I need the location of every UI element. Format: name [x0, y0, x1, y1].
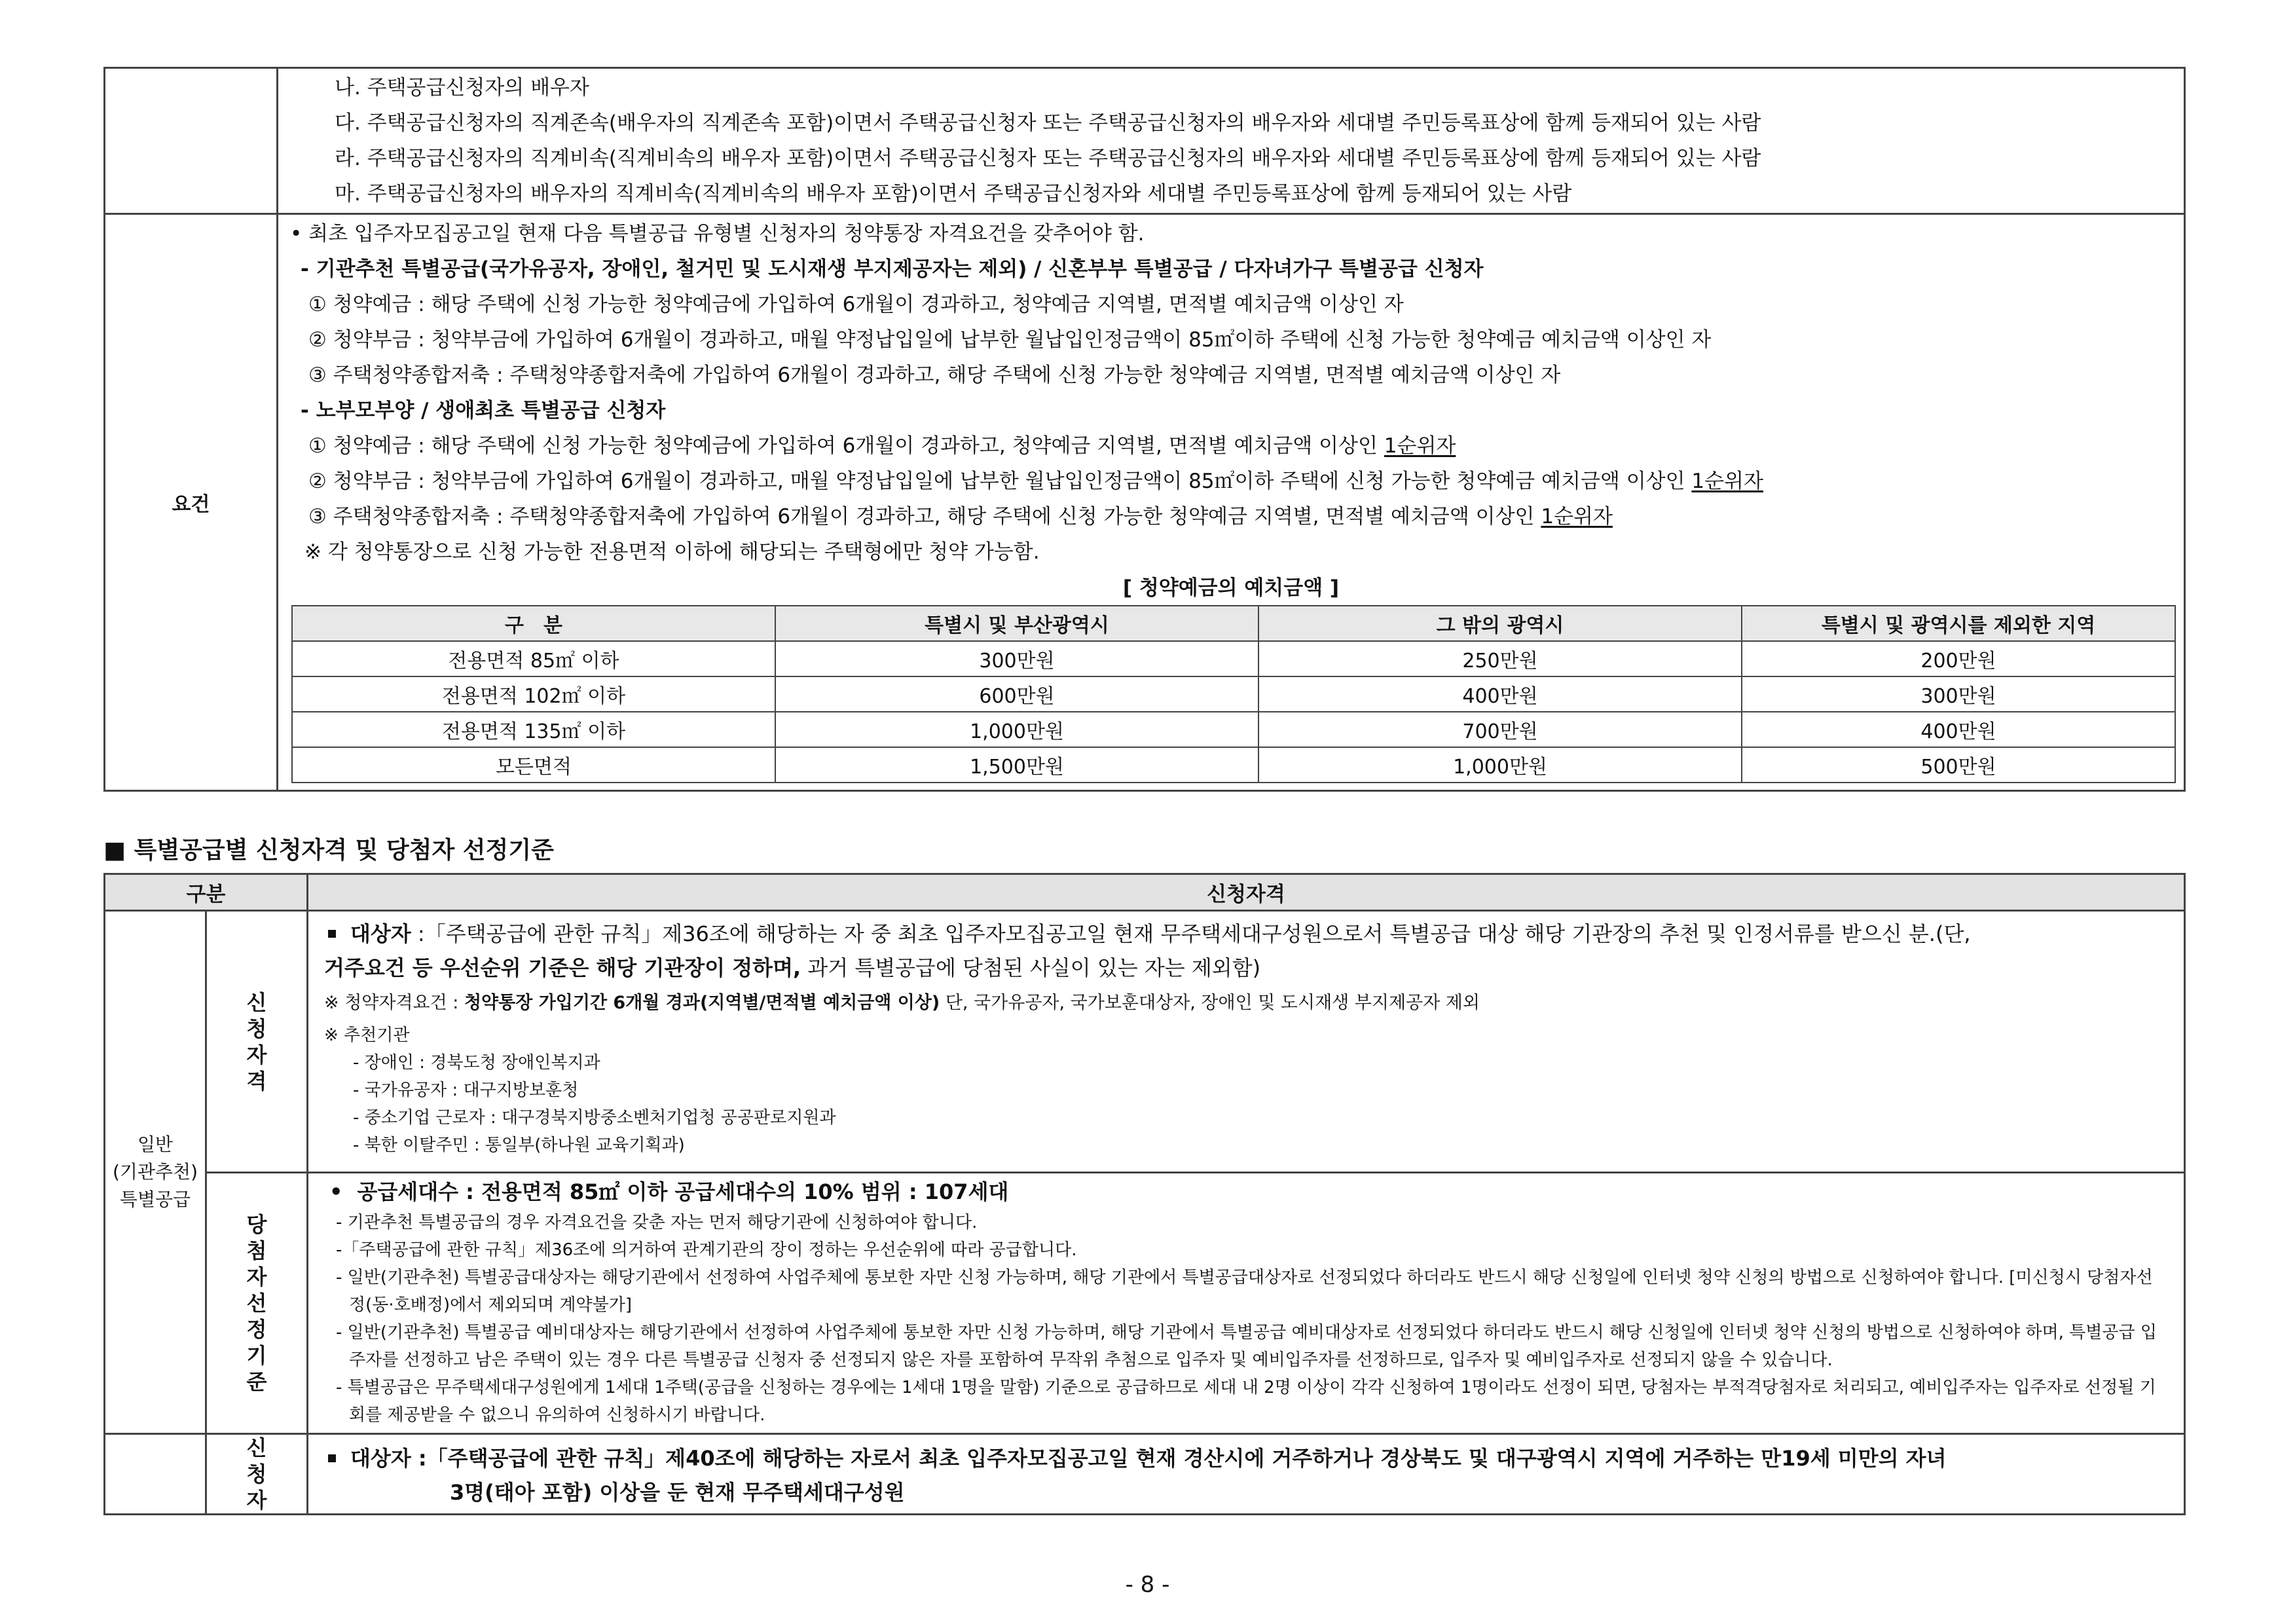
- multi-child-target-line-1: 대상자 :「주택공급에 관한 규칙」제40조에 해당하는 자로서 최초 입주자모집공고일 현재 경산시에 거주하거나 경상북도 및 대구광역시 지역에 거주하는 만19세 미만의 자녀: [324, 1441, 2173, 1475]
- deposit-cell: 700만원: [1258, 712, 1742, 747]
- group2-item: ② 청약부금 : 청약부금에 가입하여 6개월이 경과하고, 매월 약정납입일에 납부한 월납입인정금액이 85㎡이하 주택에 신청 가능한 청약예금 예치금액 이상인 1순위자: [308, 470, 1763, 493]
- group2-item: ③ 주택청약종합저축 : 주택청약종합저축에 가입하여 6개월이 경과하고, 해당 주택에 신청 가능한 청약예금 지역별, 면적별 예치금액 이상인 1순위자: [308, 505, 1613, 528]
- supply-count-line: • 공급세대수 : 전용면적 85㎡ 이하 공급세대수의 10% 범위 : 107세대: [329, 1179, 1009, 1204]
- requirements-cell: [278, 214, 2185, 791]
- selection-item: - 기관추천 특별공급의 경우 자격요건을 갖춘 자는 먼저 해당기관에 신청하여야 합니다.: [336, 1213, 978, 1232]
- deposit-header: 특별시 및 부산광역시: [775, 606, 1258, 641]
- deposit-cell: 1,000만원: [775, 712, 1258, 747]
- deposit-cell: 600만원: [775, 676, 1258, 712]
- group1-item: ③ 주택청약종합저축 : 주택청약종합저축에 가입하여 6개월이 경과하고, 해당 주택에 신청 가능한 청약예금 지역별, 면적별 예치금액 이상인 자: [308, 363, 1561, 387]
- group2-title: - 노부모부양 / 생애최초 특별공급 신청자: [301, 399, 666, 422]
- deposit-cell: 400만원: [1258, 676, 1742, 712]
- deposit-cell: 300만원: [1742, 676, 2175, 712]
- eligibility-table: [103, 67, 2186, 792]
- requirements-intro: • 최초 입주자모집공고일 현재 다음 특별공급 유형별 신청자의 청약통장 자격요건을 갖추어야 함.: [290, 222, 1145, 246]
- deposit-table-caption: [ 청약예금의 예치금액 ]: [1122, 576, 1340, 600]
- winner-selection-cell: [308, 1173, 2185, 1434]
- apply-qualification-cell: [308, 911, 2185, 1173]
- member-line-da: 다. 주택공급신청자의 직계존속(배우자의 직계존속 포함)이면서 주택공급신청자 또는 주택공급신청자의 배우자와 세대별 주민등록표상에 함께 등재되어 있는 사람: [335, 111, 1761, 135]
- deposit-cell: 250만원: [1258, 641, 1742, 676]
- group1-item: ① 청약예금 : 해당 주택에 신청 가능한 청약예금에 가입하여 6개월이 경과하고, 청약예금 지역별, 면적별 예치금액 이상인 자: [308, 293, 1404, 316]
- deposit-row: [292, 641, 2175, 676]
- deposit-cell: 400만원: [1742, 712, 2175, 747]
- deposit-header: 특별시 및 광역시를 제외한 지역: [1742, 606, 2175, 641]
- recommend-title: ※ 추천기관: [324, 1025, 410, 1045]
- deposit-row: [292, 676, 2175, 712]
- requirement-line: ※ 청약자격요건 : 청약통장 가입기간 6개월 경과(지역별/면적별 예치금액 이상) 단, 국가유공자, 국가보훈대상자, 장애인 및 도시재생 부지제공자 제외: [324, 993, 1480, 1013]
- deposit-cell: 모든면적: [292, 747, 775, 783]
- group2-item: ① 청약예금 : 해당 주택에 신청 가능한 청약예금에 가입하여 6개월이 경과하고, 청약예금 지역별, 면적별 예치금액 이상인 1순위자: [308, 434, 1456, 458]
- empty-label-cell: [105, 68, 278, 214]
- deposit-cell: 전용면적 85㎡ 이하: [292, 641, 775, 676]
- requirements-note: ※ 각 청약통장으로 신청 가능한 전용면적 이하에 해당되는 주택형에만 청약 가능함.: [304, 540, 1040, 564]
- group1-item: ② 청약부금 : 청약부금에 가입하여 6개월이 경과하고, 매월 약정납입일에 납부한 월납입인정금액이 85㎡이하 주택에 신청 가능한 청약예금 예치금액 이상인 자: [308, 328, 1712, 352]
- apply-qualification-vlabel: 신 청 자 격: [206, 911, 308, 1173]
- group1-title: - 기관추천 특별공급(국가유공자, 장애인, 철거민 및 도시재생 부지제공자는 제외) / 신혼부부 특별공급 / 다자녀가구 특별공급 신청자: [301, 257, 1484, 281]
- recommend-item: - 중소기업 근로자 : 대구경북지방중소벤처기업청 공공판로지원과: [353, 1108, 836, 1128]
- selection-item: - 일반(기관추천) 특별공급 예비대상자는 해당기관에서 선정하여 사업주체에 통보한 자만 신청 가능하며, 해당 기관에서 특별공급 예비대상자로 선정되었다 하더라도 반드시 해당 신청일에 인터넷 청약 신청의 방법으로 신청하여야 하며, 특별공급 입주자를 선정하고 남은 주택이 있는 경우 다른 특별공급 신청자 중 선정되지 않은 자를 포함하여 무작위 추첨으로 입주자 및 예비입주자를 선정하므로, 입주자 및 예비입주자로 선정되지 않을 수 있습니다.: [336, 1323, 2157, 1370]
- multi-child-target-line-2: 3명(태아 포함) 이상을 둔 현재 무주택세대구성원: [450, 1480, 905, 1505]
- deposit-row: [292, 712, 2175, 747]
- member-line-na: 나. 주택공급신청자의 배우자: [335, 76, 589, 100]
- deposit-header: 그 밖의 광역시: [1258, 606, 1742, 641]
- selection-item: - 일반(기관추천) 특별공급대상자는 해당기관에서 선정하여 사업주체에 통보한 자만 신청 가능하며, 해당 기관에서 특별공급대상자로 선정되었다 하더라도 반드시 해당 신청일에 인터넷 청약 신청의 방법으로 신청하여야 합니다. [미신청시 당첨자선정(동·호배정)에서 제외되며 계약불가]: [336, 1268, 2153, 1315]
- selection-item: -「주택공급에 관한 규칙」제36조에 의거하여 관계기관의 장이 정하는 우선순위에 따라 공급합니다.: [336, 1240, 1077, 1260]
- deposit-header-row: [292, 606, 2175, 641]
- square-bullet-icon: [328, 930, 336, 938]
- target-line-2: 거주요건 등 우선순위 기준은 해당 기관장이 정하며, 과거 특별공급에 당첨된 사실이 있는 자는 제외함): [324, 955, 1261, 980]
- general-special-supply-label: 일반 (기관추천) 특별공급: [105, 911, 206, 1434]
- multi-child-target-cell: [308, 1434, 2185, 1515]
- deposit-row: [292, 747, 2175, 783]
- recommend-item: - 북한 이탈주민 : 통일부(하나원 교육기획과): [353, 1135, 685, 1155]
- criteria-table: [103, 873, 2186, 1515]
- target-line-1: 대상자 :「주택공급에 관한 규칙」제36조에 해당하는 자 중 최초 입주자모집공고일 현재 무주택세대구성원으로서 특별공급 대상 해당 기관장의 추천 및 인정서류를 받으신 분.(단,: [324, 917, 2173, 951]
- member-line-ra: 라. 주택공급신청자의 직계비속(직계비속의 배우자 포함)이면서 주택공급신청자 또는 주택공급신청자의 배우자와 세대별 주민등록표상에 함께 등재되어 있는 사람: [335, 147, 1761, 170]
- criteria-header-row: [105, 874, 2185, 911]
- recommend-item: - 장애인 : 경북도청 장애인복지과: [353, 1053, 600, 1073]
- section-title: ■ 특별공급별 신청자격 및 당첨자 선정기준: [103, 837, 554, 864]
- multi-child-label: [105, 1434, 206, 1515]
- deposit-cell: 500만원: [1742, 747, 2175, 783]
- deposit-cell: 전용면적 102㎡ 이하: [292, 676, 775, 712]
- deposit-table: [291, 605, 2176, 783]
- deposit-cell: 전용면적 135㎡ 이하: [292, 712, 775, 747]
- deposit-cell: 300만원: [775, 641, 1258, 676]
- winner-selection-vlabel: 당 첨 자 선 정 기 준: [206, 1173, 308, 1434]
- deposit-cell: 1,500만원: [775, 747, 1258, 783]
- deposit-cell: 200만원: [1742, 641, 2175, 676]
- multi-child-apply-vlabel: 신 청 자: [206, 1434, 308, 1515]
- header-qualification: 신청자격: [308, 874, 2185, 911]
- square-bullet-icon: [328, 1454, 336, 1462]
- recommend-item: - 국가유공자 : 대구지방보훈청: [353, 1080, 579, 1100]
- deposit-cell: 1,000만원: [1258, 747, 1742, 783]
- household-members-cell: [278, 68, 2185, 214]
- page-number: - 8 -: [1125, 1572, 1170, 1598]
- member-line-ma: 마. 주택공급신청자의 배우자의 직계비속(직계비속의 배우자 포함)이면서 주택공급신청자와 세대별 주민등록표상에 함께 등재되어 있는 사람: [335, 182, 1572, 206]
- selection-item: - 특별공급은 무주택세대구성원에게 1세대 1주택(공급을 신청하는 경우에는 1세대 1명을 말함) 기준으로 공급하므로 세대 내 2명 이상이 각각 신청하여 1명이라도 선정이 되면, 당첨자는 부적격당첨자로 처리되고, 예비입주자는 입주자로 선정될 기회를 제공받을 수 없으니 유의하여 신청하시기 바랍니다.: [336, 1378, 2156, 1425]
- header-category: 구분: [105, 874, 308, 911]
- deposit-header: 구 분: [292, 606, 775, 641]
- requirements-label: 요건: [105, 214, 278, 791]
